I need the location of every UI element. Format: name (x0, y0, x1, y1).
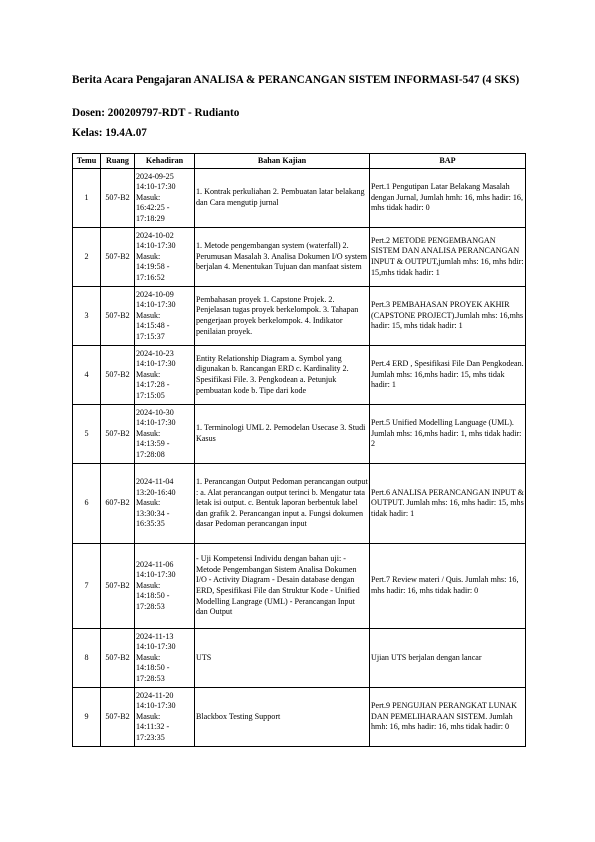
cell-bap: Pert.7 Review materi / Quis. Jumlah mhs: 16, mhs hadir: 16, mhs tidak hadir: 0 (370, 544, 526, 629)
cell-bahan-kajian: 1. Metode pengembangan system (waterfall) 2. Perumusan Masalah 3. Analisa Dokumen I/O system berjalan 4. Menentukan Tujuan dan manfaat sistem (195, 228, 370, 287)
cell-bahan-kajian: UTS (195, 629, 370, 688)
attendance-in-time: 16:42:25 - (136, 203, 170, 213)
attendance-in-label: Masuk: (136, 251, 161, 261)
column-header-kehadiran: Kehadiran (135, 154, 195, 169)
cell-ruang: 507-B2 (101, 287, 135, 346)
cell-bap: Pert.1 Pengutipan Latar Belakang Masalah dengan Jurnal, Jumlah hmh: 16, mhs hadir: 16, mhs tidak hadir: 0 (370, 169, 526, 228)
cell-kehadiran (135, 688, 195, 747)
cell-bahan-kajian: Entity Relationship Diagram a. Symbol yang digunakan b. Rancangan ERD c. Kardinality 2. Spesifikasi File. 3. Pengkodean a. Petunjuk pembuatan kode b. Tipe dari kode (195, 346, 370, 405)
cell-bap: Ujian UTS berjalan dengan lancar (370, 629, 526, 688)
cell-temu: 9 (73, 688, 101, 747)
cell-kehadiran (135, 629, 195, 688)
attendance-in-label: Masuk: (136, 711, 161, 721)
attendance-in-label: Masuk: (136, 369, 161, 379)
attendance-schedule: 14:10-17:30 (136, 241, 176, 251)
cell-temu: 2 (73, 228, 101, 287)
cell-kehadiran (135, 544, 195, 629)
attendance-schedule: 14:10-17:30 (136, 570, 176, 580)
cell-kehadiran (135, 287, 195, 346)
cell-kehadiran (135, 228, 195, 287)
attendance-in-time: 14:11:32 - (136, 722, 170, 732)
attendance-in-label: Masuk: (136, 652, 161, 662)
cell-temu: 3 (73, 287, 101, 346)
cell-kehadiran (135, 169, 195, 228)
table-header-row (73, 154, 526, 169)
attendance-in-time: 14:15:48 - (136, 321, 170, 331)
cell-ruang: 507-B2 (101, 346, 135, 405)
cell-ruang: 507-B2 (101, 544, 135, 629)
teaching-record-table (72, 153, 526, 747)
cell-temu: 5 (73, 405, 101, 464)
attendance-out-time: 17:15:05 (136, 390, 165, 400)
cell-ruang: 507-B2 (101, 169, 135, 228)
attendance-out-time: 17:28:08 (136, 449, 165, 459)
table-row (73, 169, 526, 228)
attendance-schedule: 14:10-17:30 (136, 300, 176, 310)
cell-bahan-kajian: 1. Perancangan Output Pedoman perancangan output : a. Alat perancangan output terinci b. Mengatur tata letak isi output. c. Bentuk laporan berbentuk label dan grafik 2. Perancangan input a. Fungsi dokumen dasar Pedoman perancangan input (195, 464, 370, 544)
attendance-in-label: Masuk: (136, 580, 161, 590)
cell-bahan-kajian: - Uji Kompetensi Individu dengan bahan uji: - Metode Pengembangan Sistem Analisa Dokumen I/O - Activity Diagram - Desain database dengan ERD, Spesifikasi File dan Struktur Kode - Unified Modelling Langrage (UML) - Perancangan Input dan Output (195, 544, 370, 629)
attendance-out-time: 17:16:52 (136, 272, 165, 282)
cell-temu: 8 (73, 629, 101, 688)
attendance-in-time: 14:18:50 - (136, 663, 170, 673)
attendance-out-time: 17:23:35 (136, 732, 165, 742)
attendance-date: 2024-10-09 (136, 289, 174, 299)
attendance-in-label: Masuk: (136, 192, 161, 202)
class-line: Kelas: 19.4A.07 (72, 127, 147, 139)
table-row (73, 629, 526, 688)
attendance-out-time: 17:28:53 (136, 601, 165, 611)
cell-temu: 7 (73, 544, 101, 629)
table-row (73, 464, 526, 544)
attendance-date: 2024-11-20 (136, 690, 174, 700)
attendance-schedule: 14:10-17:30 (136, 359, 176, 369)
column-header-bap: BAP (370, 154, 526, 169)
table-row (73, 346, 526, 405)
attendance-in-label: Masuk: (136, 310, 161, 320)
cell-bap: Pert.2 METODE PENGEMBANGAN SISTEM DAN ANALISA PERANCANGAN INPUT & OUTPUT,jumlah mhs: 16, mhs hdir: 15,mhs tidak hadir: 1 (370, 228, 526, 287)
attendance-out-time: 17:18:29 (136, 213, 165, 223)
cell-ruang: 507-B2 (101, 629, 135, 688)
cell-bap: Pert.6 ANALISA PERANCANGAN INPUT & OUTPUT. Jumlah mhs: 16, mhs hadir: 15, mhs tidak hadir: 1 (370, 464, 526, 544)
attendance-in-label: Masuk: (136, 428, 161, 438)
cell-bahan-kajian: Blackbox Testing Support (195, 688, 370, 747)
lecturer-line: Dosen: 200209797-RDT - Rudianto (72, 107, 240, 119)
attendance-schedule: 14:10-17:30 (136, 418, 176, 428)
cell-temu: 6 (73, 464, 101, 544)
attendance-schedule: 14:10-17:30 (136, 642, 176, 652)
column-header-ruang: Ruang (101, 154, 135, 169)
cell-kehadiran (135, 464, 195, 544)
cell-kehadiran (135, 405, 195, 464)
cell-ruang: 507-B2 (101, 405, 135, 464)
cell-bap: Pert.9 PENGUJIAN PERANGKAT LUNAK DAN PEMELIHARAAN SISTEM. Jumlah hmh: 16, mhs hadir: 16, mhs tidak hadir: 0 (370, 688, 526, 747)
table-row (73, 405, 526, 464)
attendance-schedule: 13:20-16:40 (136, 487, 176, 497)
cell-bap: Pert.5 Unified Modelling Language (UML). Jumlah mhs: 16,mhs hadir: 1, mhs tidak hadir: 2 (370, 405, 526, 464)
attendance-date: 2024-11-04 (136, 477, 174, 487)
cell-ruang: 507-B2 (101, 228, 135, 287)
attendance-schedule: 14:10-17:30 (136, 182, 176, 192)
attendance-in-time: 13:30:34 - (136, 508, 170, 518)
cell-bap: Pert.3 PEMBAHASAN PROYEK AKHIR (CAPSTONE PROJECT).Jumlah mhs: 16,mhs hadir: 15, mhs tidak hadir: 1 (370, 287, 526, 346)
cell-bahan-kajian: 1. Terminologi UML 2. Pemodelan Usecase 3. Studi Kasus (195, 405, 370, 464)
cell-bahan-kajian: Pembahasan proyek 1. Capstone Projek. 2. Penjelasan tugas proyek berkelompok. 3. Tahapan pengerjaan proyek berkelompok. 4. Indikator penilaian proyek. (195, 287, 370, 346)
attendance-date: 2024-11-06 (136, 559, 174, 569)
column-header-temu: Temu (73, 154, 101, 169)
attendance-date: 2024-10-23 (136, 348, 174, 358)
attendance-out-time: 16:35:35 (136, 519, 165, 529)
cell-bap: Pert.4 ERD , Spesifikasi File Dan Pengkodean. Jumlah mhs: 16,mhs hadir: 15, mhs tidak hadir: 1 (370, 346, 526, 405)
attendance-date: 2024-11-13 (136, 631, 174, 641)
table-row (73, 544, 526, 629)
attendance-date: 2024-10-30 (136, 407, 174, 417)
cell-temu: 1 (73, 169, 101, 228)
table-row (73, 228, 526, 287)
table-row (73, 688, 526, 747)
attendance-date: 2024-10-02 (136, 230, 174, 240)
cell-bahan-kajian: 1. Kontrak perkuliahan 2. Pembuatan latar belakang dan Cara mengutip jurnal (195, 169, 370, 228)
attendance-in-time: 14:18:50 - (136, 591, 170, 601)
attendance-in-time: 14:19:58 - (136, 262, 170, 272)
table-row (73, 287, 526, 346)
attendance-schedule: 14:10-17:30 (136, 701, 176, 711)
attendance-in-label: Masuk: (136, 498, 161, 508)
attendance-in-time: 14:13:59 - (136, 439, 170, 449)
cell-temu: 4 (73, 346, 101, 405)
cell-ruang: 607-B2 (101, 464, 135, 544)
attendance-out-time: 17:15:37 (136, 331, 165, 341)
cell-kehadiran (135, 346, 195, 405)
document-title: Berita Acara Pengajaran ANALISA & PERANCANGAN SISTEM INFORMASI-547 (4 SKS) (72, 74, 520, 86)
column-header-bahan-kajian: Bahan Kajian (195, 154, 370, 169)
cell-ruang: 507-B2 (101, 688, 135, 747)
attendance-date: 2024-09-25 (136, 171, 174, 181)
attendance-in-time: 14:17:28 - (136, 380, 170, 390)
attendance-out-time: 17:28:53 (136, 673, 165, 683)
